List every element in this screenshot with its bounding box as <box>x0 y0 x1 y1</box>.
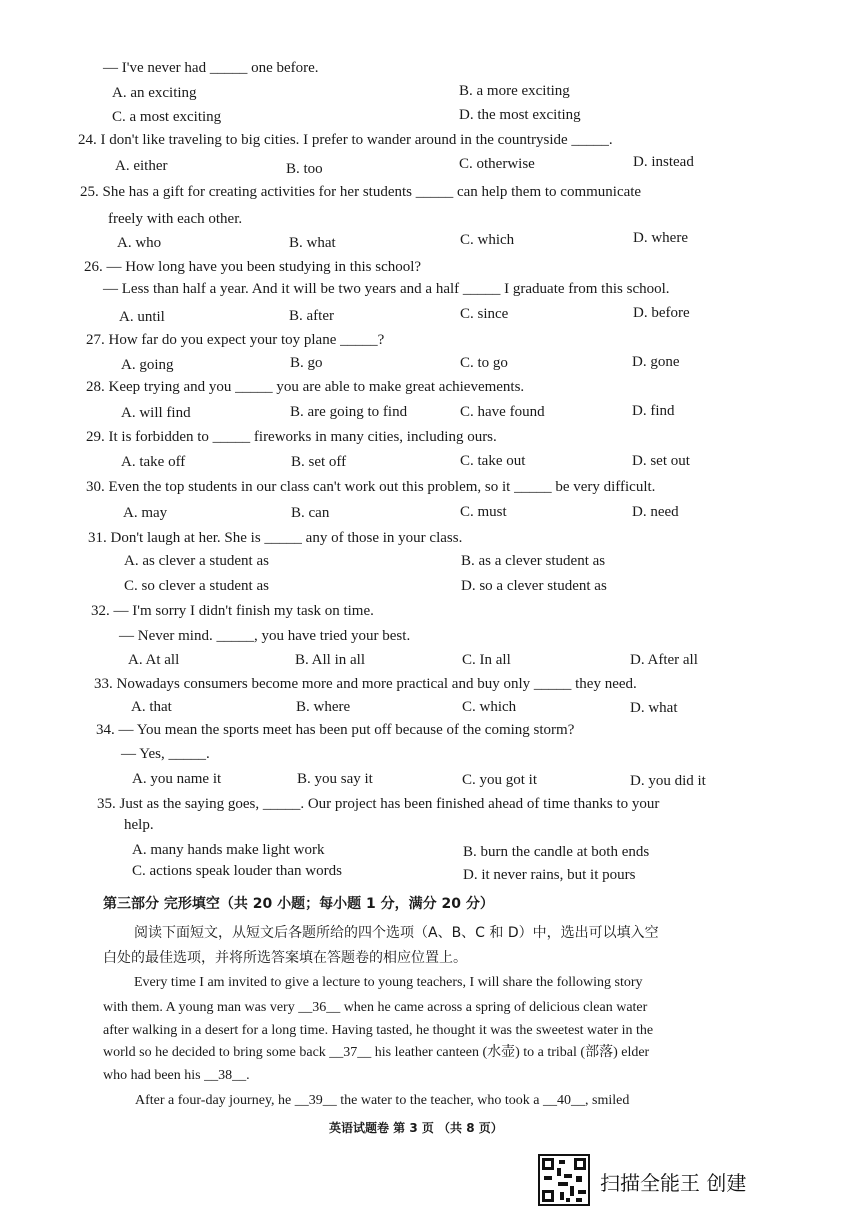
qr-code-icon <box>538 1154 590 1206</box>
q31-option-d: D. so a clever student as <box>461 578 607 594</box>
q32-option-d: D. After all <box>630 652 698 668</box>
q35-stem-cont: help. <box>124 817 154 833</box>
q27-option-d: D. gone <box>632 354 680 370</box>
q27-stem: 27. How far do you expect your toy plane _____? <box>86 332 385 348</box>
passage-line-6: After a four-day journey, he __39__ the water to the teacher, who took a __40__, smiled <box>135 1093 630 1108</box>
q26-option-c: C. since <box>460 306 509 322</box>
q28-option-b: B. are going to find <box>290 404 408 420</box>
q24-option-a: A. either <box>115 158 168 174</box>
q30-option-d: D. need <box>632 504 679 520</box>
q23-option-d: D. the most exciting <box>459 107 581 123</box>
q23-stem: — I've never had _____ one before. <box>103 60 319 76</box>
q24-stem: 24. I don't like traveling to big cities. I prefer to wander around in the countryside _____. <box>78 132 613 148</box>
q30-option-b: B. can <box>291 505 330 521</box>
q28-option-a: A. will find <box>121 405 191 421</box>
scanner-watermark: 扫描全能王 创建 <box>600 1171 747 1195</box>
q34-stem-reply: — Yes, _____. <box>121 746 210 762</box>
q32-option-c: C. In all <box>462 652 511 668</box>
q25-option-c: C. which <box>460 232 515 248</box>
q32-option-b: B. All in all <box>295 652 366 668</box>
q26-option-a: A. until <box>119 309 165 325</box>
q27-option-b: B. go <box>290 355 323 371</box>
q29-stem: 29. It is forbidden to _____ fireworks in many cities, including ours. <box>86 429 497 445</box>
section-three-instruction-2: 白处的最佳选项，并将所选答案填在答题卷的相应位置上。 <box>103 950 467 966</box>
q29-option-d: D. set out <box>632 453 690 469</box>
q29-option-b: B. set off <box>291 454 347 470</box>
q31-option-c: C. so clever a student as <box>124 578 269 594</box>
q28-option-c: C. have found <box>460 404 545 420</box>
q27-option-c: C. to go <box>460 355 508 371</box>
q31-stem: 31. Don't laugh at her. She is _____ any of those in your class. <box>88 530 463 546</box>
q35-option-d: D. it never rains, but it pours <box>463 867 636 883</box>
q25-stem: 25. She has a gift for creating activities for her students _____ can help them to communicate <box>80 184 642 200</box>
q24-option-d: D. instead <box>633 154 694 170</box>
q25-option-b: B. what <box>289 235 336 251</box>
q35-option-a: A. many hands make light work <box>132 842 325 858</box>
q27-option-a: A. going <box>121 357 174 373</box>
q24-option-b: B. too <box>286 161 323 177</box>
q29-option-c: C. take out <box>460 453 526 469</box>
q30-stem: 30. Even the top students in our class can't work out this problem, so it _____ be very difficult. <box>86 479 656 495</box>
q35-option-b: B. burn the candle at both ends <box>463 844 650 860</box>
section-three-heading: 第三部分 完形填空（共 20 小题；每小题 1 分，满分 20 分） <box>103 896 494 912</box>
q28-stem: 28. Keep trying and you _____ you are able to make great achievements. <box>86 379 525 395</box>
page-footer: 英语试题卷 第 3 页 （共 8 页） <box>329 1121 503 1135</box>
q26-option-b: B. after <box>289 308 334 324</box>
passage-line-4: world so he decided to bring some back __37__ his leather canteen (水壶) to a tribal (部落) elder <box>103 1045 650 1060</box>
q34-option-a: A. you name it <box>132 771 222 787</box>
passage-line-2: with them. A young man was very __36__ when he came across a spring of delicious clean water <box>103 1000 648 1015</box>
q31-option-b: B. as a clever student as <box>461 553 606 569</box>
q34-option-b: B. you say it <box>297 771 373 787</box>
q25-option-a: A. who <box>117 235 162 251</box>
q33-option-b: B. where <box>296 699 351 715</box>
q28-option-d: D. find <box>632 403 675 419</box>
q32-stem-reply: — Never mind. _____, you have tried your best. <box>119 628 411 644</box>
q24-option-c: C. otherwise <box>459 156 535 172</box>
q32-option-a: A. At all <box>128 652 180 668</box>
q34-option-d: D. you did it <box>630 773 706 789</box>
q31-option-a: A. as clever a student as <box>124 553 269 569</box>
q30-option-a: A. may <box>123 505 168 521</box>
q33-option-a: A. that <box>131 699 172 715</box>
q23-option-b: B. a more exciting <box>459 83 570 99</box>
q23-option-a: A. an exciting <box>112 85 197 101</box>
q32-stem: 32. — I'm sorry I didn't finish my task on time. <box>91 603 374 619</box>
q25-option-d: D. where <box>633 230 688 246</box>
q25-stem-cont: freely with each other. <box>108 211 243 227</box>
q35-stem: 35. Just as the saying goes, _____. Our project has been finished ahead of time thanks to your <box>97 796 660 812</box>
passage-line-1: Every time I am invited to give a lecture to young teachers, I will share the following story <box>134 975 643 990</box>
passage-line-5: who had been his __38__. <box>103 1068 250 1083</box>
q30-option-c: C. must <box>460 504 507 520</box>
q33-option-d: D. what <box>630 700 678 716</box>
q26-option-d: D. before <box>633 305 690 321</box>
q34-stem: 34. — You mean the sports meet has been put off because of the coming storm? <box>96 722 575 738</box>
q33-option-c: C. which <box>462 699 517 715</box>
passage-line-3: after walking in a desert for a long time. Having tasted, he thought it was the sweetest water in the <box>103 1023 654 1038</box>
q29-option-a: A. take off <box>121 454 186 470</box>
q35-option-c: C. actions speak louder than words <box>132 863 342 879</box>
q26-stem-reply: — Less than half a year. And it will be two years and a half _____ I graduate from this school. <box>103 281 670 297</box>
q33-stem: 33. Nowadays consumers become more and more practical and buy only _____ they need. <box>94 676 637 692</box>
section-three-instruction-1: 阅读下面短文，从短文后各题所给的四个选项（A、B、C 和 D）中，选出可以填入空 <box>134 925 659 941</box>
q26-stem: 26. — How long have you been studying in this school? <box>84 259 422 275</box>
q23-option-c: C. a most exciting <box>112 109 222 125</box>
q34-option-c: C. you got it <box>462 772 538 788</box>
